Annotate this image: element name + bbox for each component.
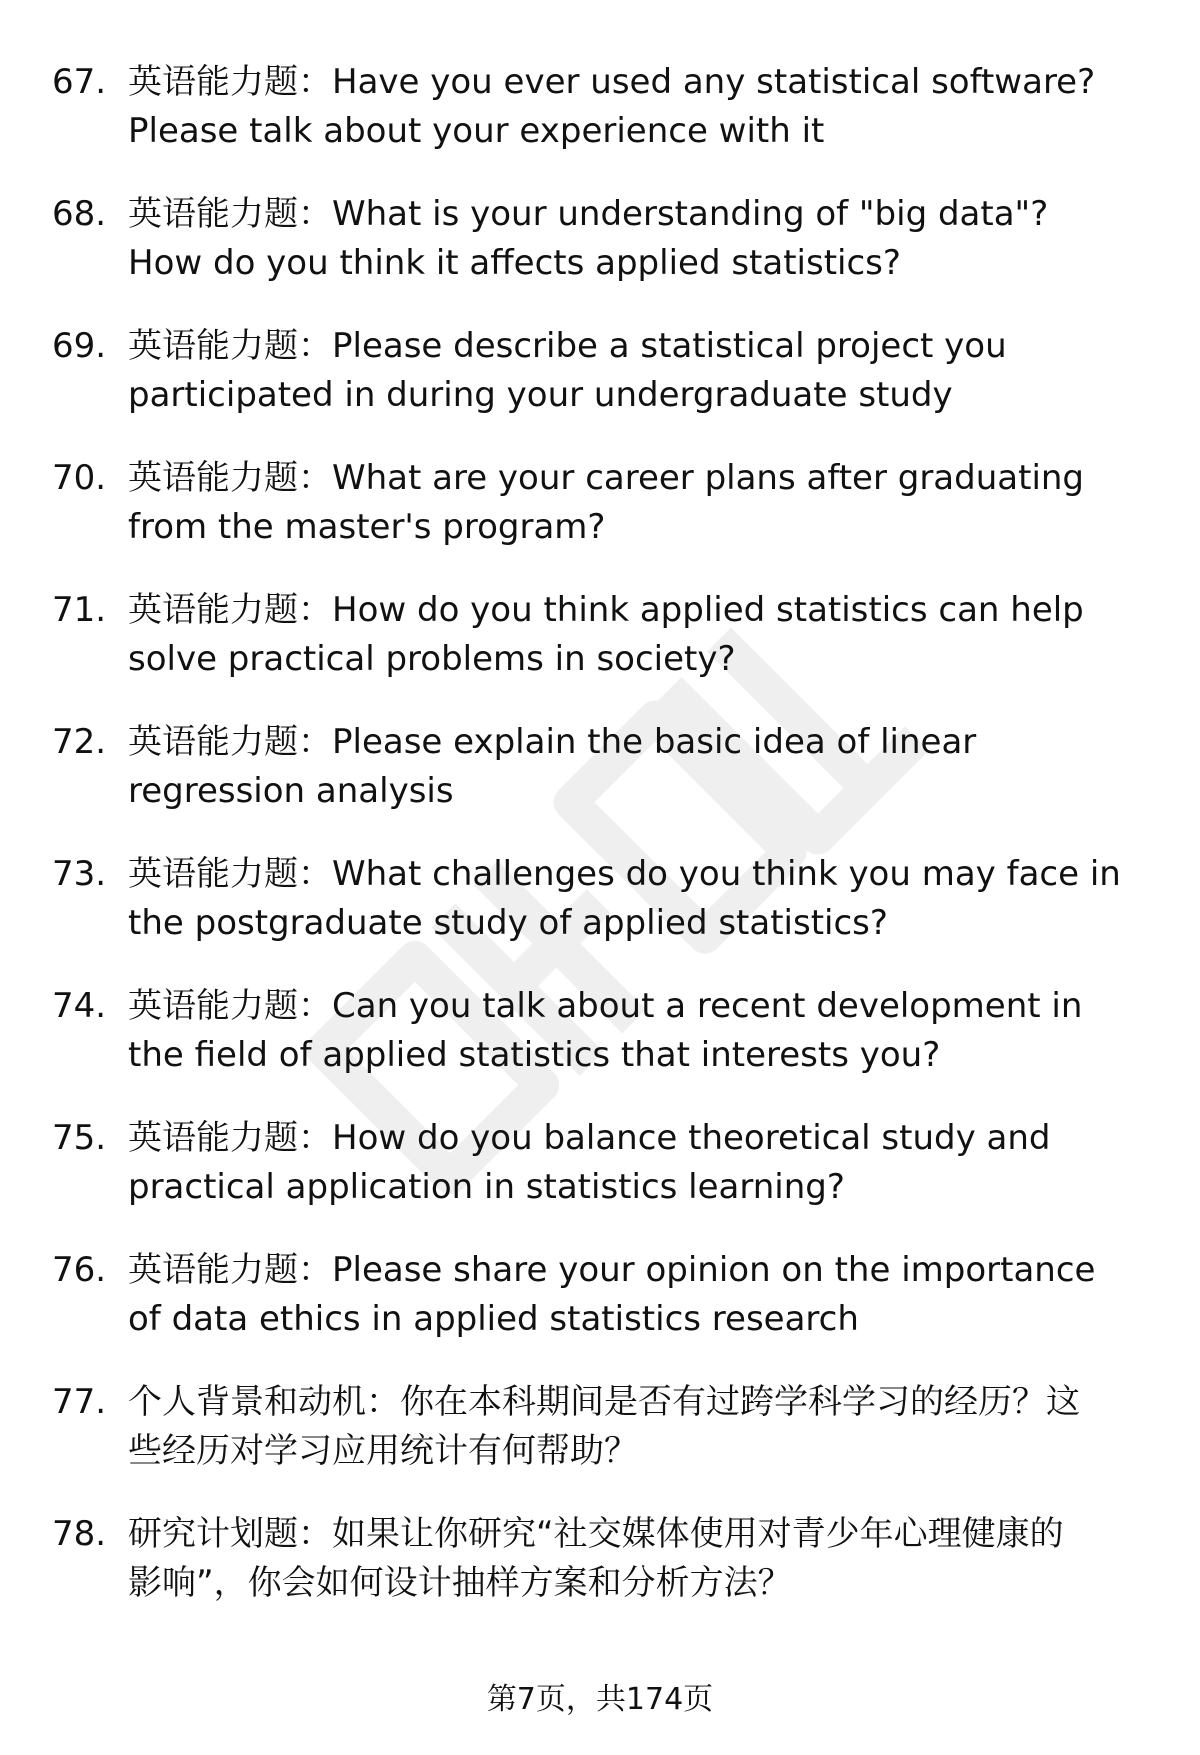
question-item	[52, 586, 1162, 718]
question-text	[128, 454, 1188, 552]
question-text	[128, 982, 1188, 1080]
question-text	[128, 1510, 1188, 1608]
question-number: 76.	[52, 1250, 107, 1290]
question-number: 69.	[52, 326, 107, 366]
question-text	[128, 322, 1188, 420]
question-line: 英语能力题：Can you talk about a recent development in	[128, 986, 1083, 1026]
question-item	[52, 718, 1162, 850]
question-line: 影响”，你会如何设计抽样方案和分析方法？	[128, 1563, 792, 1603]
question-item	[52, 322, 1162, 454]
question-line: How do you think it affects applied statistics?	[128, 243, 901, 283]
question-line: 个人背景和动机：你在本科期间是否有过跨学科学习的经历？这	[128, 1382, 1080, 1422]
question-line: 英语能力题：What are your career plans after graduating	[128, 458, 1085, 498]
question-text	[128, 586, 1188, 684]
question-text	[128, 1378, 1188, 1476]
question-item	[52, 190, 1162, 322]
question-line: 英语能力题：Have you ever used any statistical software?	[128, 62, 1096, 102]
question-item	[52, 454, 1162, 586]
question-item	[52, 58, 1162, 190]
question-line: 英语能力题：Please explain the basic idea of linear	[128, 722, 977, 762]
page-footer	[0, 1680, 1200, 1720]
question-text	[128, 1114, 1188, 1212]
question-item	[52, 982, 1162, 1114]
question-line: Please talk about your experience with it	[128, 111, 825, 151]
question-text	[128, 718, 1188, 816]
question-line: from the master's program?	[128, 507, 606, 547]
question-line: 英语能力题：Please share your opinion on the importance	[128, 1250, 1096, 1290]
question-number: 74.	[52, 986, 107, 1026]
question-line: of data ethics in applied statistics research	[128, 1299, 859, 1339]
question-line: 英语能力题：How do you think applied statistics can help	[128, 590, 1084, 630]
question-line: participated in during your undergraduate study	[128, 375, 953, 415]
question-item	[52, 1510, 1162, 1642]
question-line: 英语能力题：How do you balance theoretical study and	[128, 1118, 1051, 1158]
question-item	[52, 850, 1162, 982]
question-line: 研究计划题：如果让你研究“社交媒体使用对青少年心理健康的	[128, 1514, 1064, 1554]
question-number: 75.	[52, 1118, 107, 1158]
question-line: the field of applied statistics that interests you?	[128, 1035, 941, 1075]
question-text	[128, 1246, 1188, 1344]
question-number: 71.	[52, 590, 107, 630]
question-line: 英语能力题：What is your understanding of "big data"?	[128, 194, 1049, 234]
question-line: 英语能力题：What challenges do you think you may face in	[128, 854, 1121, 894]
question-line: practical application in statistics learning?	[128, 1167, 845, 1207]
question-number: 70.	[52, 458, 107, 498]
page-number-label: 第7页，共174页	[486, 1682, 714, 1717]
question-number: 68.	[52, 194, 107, 234]
question-text	[128, 850, 1188, 948]
question-item	[52, 1114, 1162, 1246]
question-line: 英语能力题：Please describe a statistical project you	[128, 326, 1007, 366]
question-line: solve practical problems in society?	[128, 639, 736, 679]
question-text	[128, 58, 1188, 156]
question-number: 72.	[52, 722, 107, 762]
question-list	[52, 58, 1162, 1642]
question-number: 73.	[52, 854, 107, 894]
question-line: the postgraduate study of applied statistics?	[128, 903, 888, 943]
question-item	[52, 1378, 1162, 1510]
question-item	[52, 1246, 1162, 1378]
question-text	[128, 190, 1188, 288]
question-number: 67.	[52, 62, 107, 102]
question-number: 77.	[52, 1382, 107, 1422]
question-line: regression analysis	[128, 771, 454, 811]
question-number: 78.	[52, 1514, 107, 1554]
question-line: 些经历对学习应用统计有何帮助？	[128, 1431, 638, 1471]
